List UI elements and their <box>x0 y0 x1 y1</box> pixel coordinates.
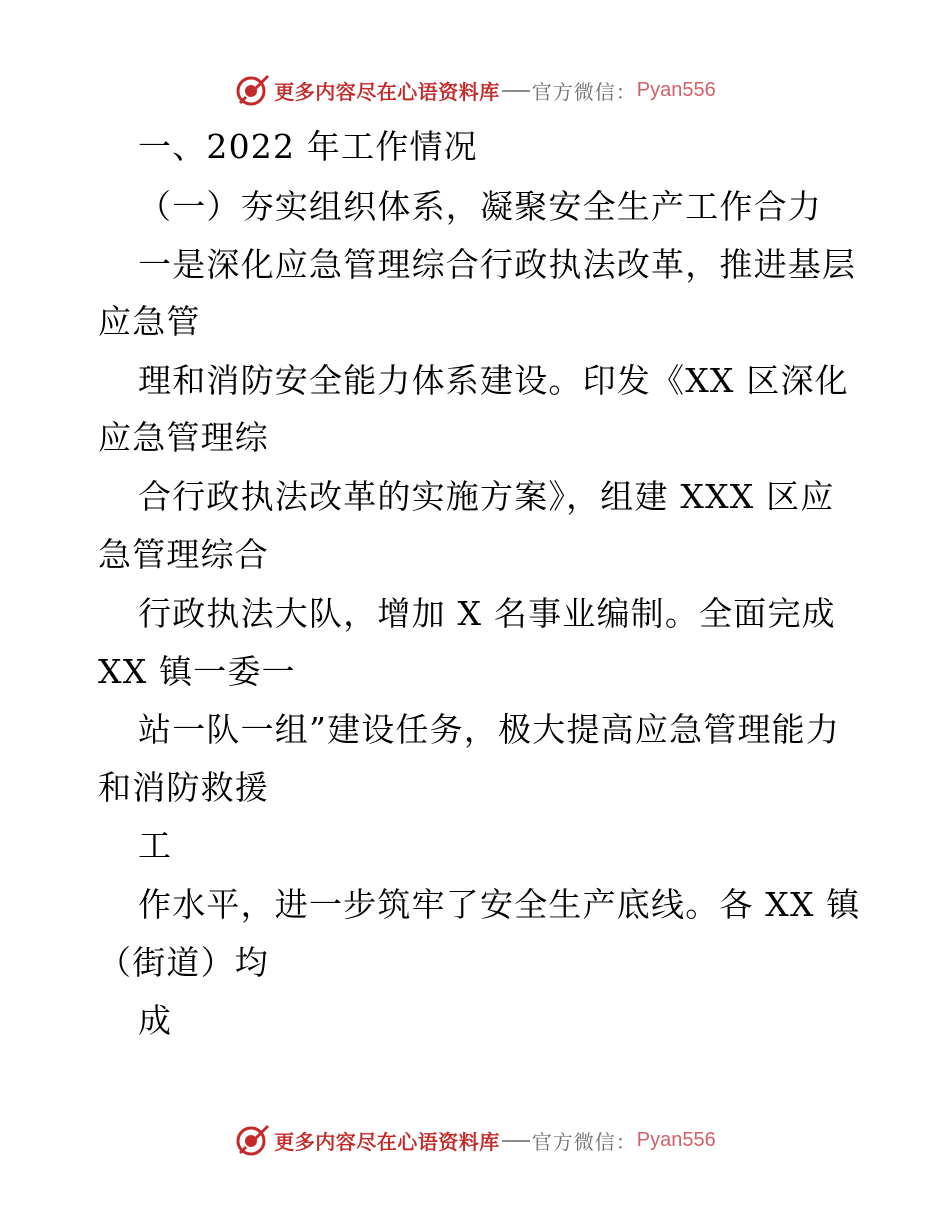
pen-seal-icon <box>234 72 270 108</box>
paragraph-line: 行政执法大队，增加 X 名事业编制。全面完成 <box>138 594 836 633</box>
watermark-dash <box>502 90 530 92</box>
paragraph-line: 工 <box>138 826 173 865</box>
watermark-wechat-label: 官方微信： <box>531 79 637 104</box>
paragraph-line: 站一队一组”建设任务，极大提高应急管理能力 <box>138 710 841 749</box>
paragraph-line: 应急管 <box>98 302 201 341</box>
paragraph-line: 作水平，进一步筑牢了安全生产底线。各 XX 镇 <box>138 885 861 924</box>
watermark-wechat-id: Pyan556 <box>636 78 716 101</box>
paragraph-line: 和消防救援 <box>98 768 269 807</box>
watermark-main-text: 更多内容尽在心语资料库 <box>274 1129 500 1154</box>
pen-seal-icon <box>234 1122 270 1158</box>
paragraph-line: 成 <box>138 1001 173 1040</box>
watermark-main-text: 更多内容尽在心语资料库 <box>274 79 500 104</box>
watermark-wechat-id: Pyan556 <box>636 1128 716 1151</box>
section-heading: 一、2022 年工作情况 <box>138 127 478 166</box>
paragraph-line: XX 镇一委一 <box>98 652 296 691</box>
paragraph-line: 一是深化应急管理综合行政执法改革，推进基层 <box>138 245 857 284</box>
paragraph-line: 合行政执法改革的实施方案》，组建 XXX 区应 <box>138 477 835 516</box>
watermark-dash <box>502 1140 530 1142</box>
paragraph-line: 应急管理综 <box>98 418 269 457</box>
paragraph-line: （街道）均 <box>98 943 269 982</box>
subsection-heading: （一）夯实组织体系，凝聚安全生产工作合力 <box>138 187 822 226</box>
paragraph-line: 理和消防安全能力体系建设。印发《XX 区深化 <box>138 361 849 400</box>
header-watermark <box>0 70 950 110</box>
watermark-wechat-label: 官方微信： <box>531 1129 637 1154</box>
footer-watermark <box>0 1120 950 1160</box>
paragraph-line: 急管理综合 <box>98 535 269 574</box>
